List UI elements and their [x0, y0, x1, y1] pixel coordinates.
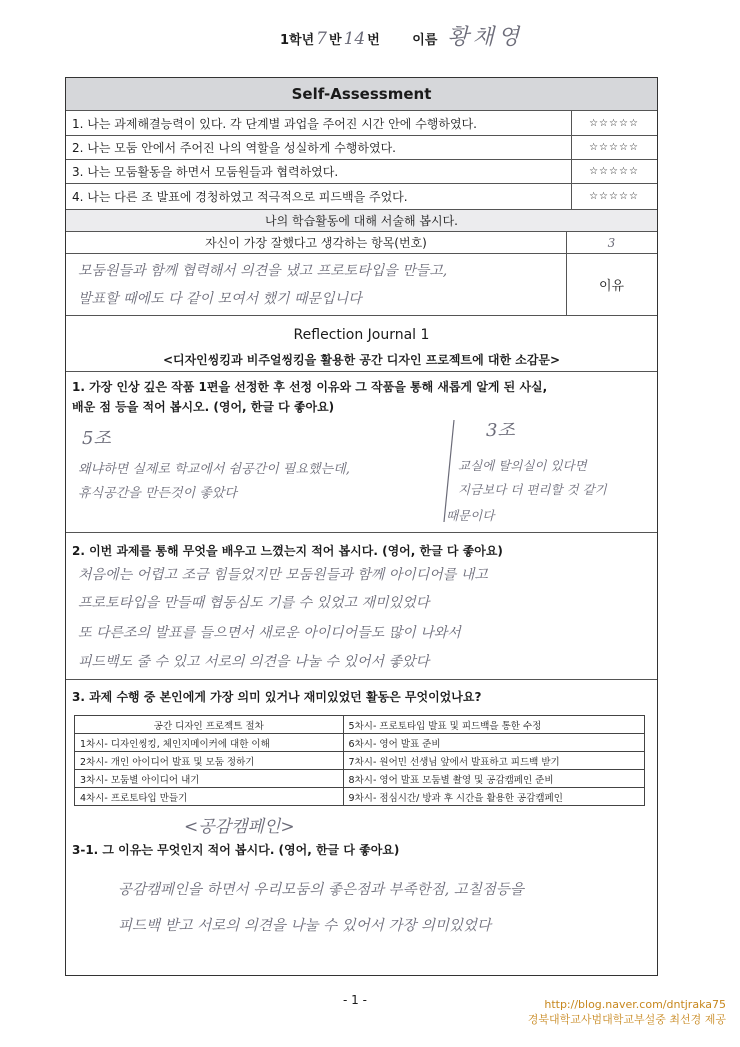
class-label: 반 — [329, 33, 342, 48]
number-label: 번 — [367, 33, 380, 48]
answer-3-1-line-2[interactable]: 피드백 받고 서로의 의견을 나눌 수 있어서 가장 의미있었다 — [118, 918, 492, 934]
table-header: 공간 디자인 프로젝트 절차 — [75, 716, 344, 734]
question-3-1: 3-1. 그 이유는 무엇인지 적어 봅시다. (영어, 한글 다 좋아요) — [72, 843, 400, 857]
best-item-value[interactable]: 3 — [607, 235, 616, 250]
answer-2-line-4[interactable]: 피드백도 줄 수 있고 서로의 의견을 나눌 수 있어서 좋았다 — [78, 654, 430, 670]
table-cell: 7차시- 원어민 선생님 앞에서 발표하고 피드백 받기 — [343, 752, 644, 770]
question-1-line-1: 1. 가장 인상 깊은 작품 1편을 선정한 후 선정 이유와 그 작품을 통해 새롭게 알게 된 사실, — [72, 380, 548, 394]
answer-2-line-2[interactable]: 프로토타입을 만들때 협동심도 기를 수 있었고 재미있었다 — [78, 595, 430, 611]
answer-1-left-line-1[interactable]: 왜냐하면 실제로 학교에서 쉼공간이 필요했는데, — [78, 462, 350, 477]
reason-row — [66, 254, 657, 316]
worksheet-frame — [65, 77, 658, 976]
assessment-item-text: 4. 나는 다른 조 발표에 경청하였고 적극적으로 피드백을 주었다. — [72, 190, 408, 204]
best-item-label: 자신이 가장 잘했다고 생각하는 항목(번호) — [205, 236, 427, 250]
answer-1-area — [66, 416, 657, 533]
answer-2-area — [66, 562, 657, 680]
grade-label: 1학년 — [280, 33, 315, 48]
answer-1-right-team[interactable]: 3조 — [486, 420, 515, 441]
reason-line-1[interactable]: 모둠원들과 함께 협력해서 의견을 냈고 프로토타입을 만들고, — [78, 263, 448, 279]
answer-3-1-line-1[interactable]: 공감캠페인을 하면서 우리모둠의 좋은점과 부족한점, 고칠점등을 — [118, 882, 524, 898]
question-1-line-2: 배운 점 등을 적어 봅시오. (영어, 한글 다 좋아요) — [72, 400, 335, 414]
table-cell: 6차시- 영어 발표 준비 — [343, 734, 644, 752]
answer-1-left-team[interactable]: 5조 — [82, 428, 111, 449]
describe-prompt: 나의 학습활동에 대해 서술해 봅시다. — [66, 210, 657, 232]
answer-1-right-line-3[interactable]: 때문이다 — [446, 508, 495, 523]
reason-label: 이유 — [598, 279, 625, 294]
assessment-item-4 — [66, 184, 657, 210]
table-cell: 9차시- 점심시간/ 방과 후 시간을 활용한 공감캠페인 — [343, 788, 644, 806]
credit-block — [528, 997, 726, 1027]
page-number: - 1 - — [343, 993, 367, 1007]
star-rating[interactable]: ☆☆☆☆☆ — [589, 117, 639, 129]
assessment-item-3 — [66, 160, 657, 184]
reflection-title: Reflection Journal 1 — [293, 327, 430, 343]
table-cell: 8차시- 영어 발표 모둠별 촬영 및 공감캠페인 준비 — [343, 770, 644, 788]
table-cell: 5차시- 프로토타입 발표 및 피드백을 통한 수정 — [343, 716, 644, 734]
table-cell: 4차시- 프로토타입 만들기 — [75, 788, 344, 806]
name-label: 이름 — [412, 33, 438, 48]
credit-text: 경북대학교사범대학교부설중 최선경 제공 — [527, 1013, 726, 1026]
answer-3-choice[interactable]: <공감캠페인> — [184, 817, 295, 837]
answer-1-right-line-1[interactable]: 교실에 탈의실이 있다면 — [458, 458, 587, 473]
number-value: 14 — [343, 29, 366, 49]
star-rating[interactable]: ☆☆☆☆☆ — [589, 142, 639, 153]
assessment-item-text: 1. 나는 과제해결능력이 있다. 각 단계별 과업을 주어진 시간 안에 수행하였다. — [72, 116, 477, 131]
answer-1-right-line-2[interactable]: 지금보다 더 편리할 것 같기 — [458, 482, 607, 497]
self-assessment-title: Self-Assessment — [66, 78, 657, 111]
answer-2-line-3[interactable]: 또 다른조의 발표를 들으면서 새로운 아이디어들도 많이 나와서 — [78, 625, 461, 641]
project-steps-table — [74, 715, 645, 806]
answer-1-left-line-2[interactable]: 휴식공간을 만든것이 좋았다 — [78, 486, 237, 501]
name-value: 황채영 — [447, 25, 524, 50]
blog-url-link[interactable]: http://blog.naver.com/dntjraka75 — [544, 998, 726, 1011]
question-3: 3. 과제 수행 중 본인에게 가장 의미 있거나 재미있었던 활동은 무엇이었나요? — [72, 690, 482, 704]
table-cell: 1차시- 디자인씽킹, 체인지메이커에 대한 이해 — [75, 734, 344, 752]
question-2: 2. 이번 과제를 통해 무엇을 배우고 느꼈는지 적어 봅시다. (영어, 한글 다 좋아요) — [72, 544, 503, 558]
assessment-item-2 — [66, 136, 657, 160]
table-cell: 2차시- 개인 아이디어 발표 및 모둠 정하기 — [75, 752, 344, 770]
reflection-subtitle: <디자인씽킹과 비주얼씽킹을 활용한 공간 디자인 프로젝트에 대한 소감문> — [66, 348, 657, 372]
reason-line-2[interactable]: 발표할 때에도 다 같이 모여서 했기 때문입니다 — [78, 291, 362, 307]
table-cell: 3차시- 모둠별 아이디어 내기 — [75, 770, 344, 788]
star-rating[interactable]: ☆☆☆☆☆ — [589, 166, 639, 177]
class-value: 7 — [316, 29, 327, 49]
assessment-item-text: 3. 나는 모둠활동을 하면서 모둠원들과 협력하였다. — [72, 165, 339, 179]
assessment-item-text: 2. 나는 모둠 안에서 주어진 나의 역할을 성실하게 수행하였다. — [72, 141, 396, 155]
student-info-header — [280, 20, 523, 51]
best-item-row — [66, 232, 657, 254]
star-rating[interactable]: ☆☆☆☆☆ — [589, 191, 639, 202]
answer-2-line-1[interactable]: 처음에는 어렵고 조금 힘들었지만 모둠원들과 함께 아이디어를 내고 — [78, 567, 488, 583]
assessment-item-1 — [66, 111, 657, 136]
